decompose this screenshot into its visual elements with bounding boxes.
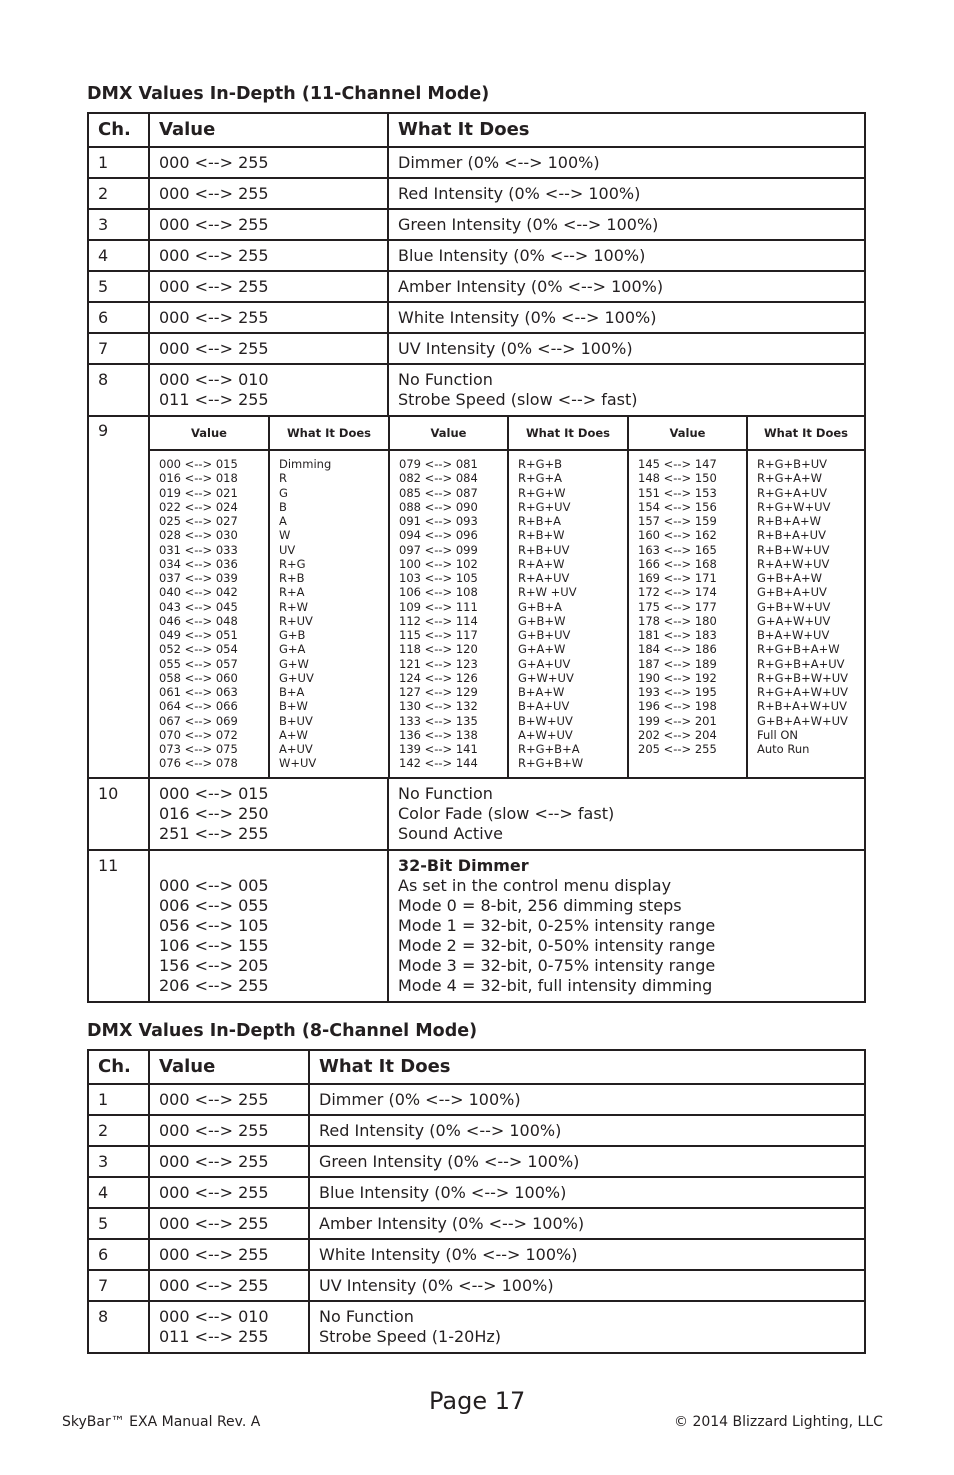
what-cell xyxy=(309,1239,865,1270)
ch-cell: 4 xyxy=(88,1177,149,1208)
subtable-column xyxy=(628,450,747,777)
ch9-subtable xyxy=(150,417,864,777)
text-line: 016 <--> 250 xyxy=(159,803,269,823)
value-cell xyxy=(149,1115,309,1146)
ch-cell: 8 xyxy=(88,1301,149,1353)
text-line: 145 <--> 147 xyxy=(638,457,717,471)
text-line: 019 <--> 021 xyxy=(159,485,238,500)
text-line: Green Intensity (0% <--> 100%) xyxy=(398,214,659,234)
table-row xyxy=(88,271,865,302)
value-cell xyxy=(149,1084,309,1115)
table-row xyxy=(88,302,865,333)
text-line: W+UV xyxy=(279,756,317,771)
header-value: Value xyxy=(149,113,388,147)
what-cell xyxy=(309,1208,865,1239)
text-line: 169 <--> 171 xyxy=(638,571,717,585)
ch-cell: 7 xyxy=(88,1270,149,1301)
text-line: 079 <--> 081 xyxy=(399,457,478,471)
text-line: A+W xyxy=(279,727,308,742)
table-row xyxy=(88,209,865,240)
value-cell xyxy=(149,778,388,850)
subtable-header: What It Does xyxy=(269,417,389,450)
text-line: 000 <--> 255 xyxy=(159,1244,269,1264)
text-line: B+W+UV xyxy=(518,713,573,728)
text-line: G+A+W xyxy=(518,642,566,657)
text-line: 148 <--> 150 xyxy=(638,471,717,486)
text-line: 000 <--> 255 xyxy=(159,307,269,327)
table-row xyxy=(88,178,865,209)
text-line: 118 <--> 120 xyxy=(399,642,478,657)
text-line: No Function xyxy=(398,370,493,389)
dmx-table-8ch xyxy=(87,1049,866,1354)
table-row xyxy=(88,1208,865,1239)
table-row-ch10 xyxy=(88,778,865,850)
text-line: B+W xyxy=(279,699,308,714)
text-line: Strobe Speed (slow <--> fast) xyxy=(398,390,638,409)
subtable-column xyxy=(747,450,864,777)
text-line: Sound Active xyxy=(398,823,503,843)
value-cell xyxy=(149,1270,309,1301)
text-line: 064 <--> 066 xyxy=(159,699,238,714)
text-line: 181 <--> 183 xyxy=(638,628,717,642)
what-title: 32-Bit Dimmer xyxy=(398,855,529,875)
ch-cell: 1 xyxy=(88,147,149,178)
value-cell xyxy=(149,271,388,302)
table-row-ch11 xyxy=(88,850,865,1002)
text-line: Blue Intensity (0% <--> 100%) xyxy=(398,245,646,265)
text-line: R+G+B+W xyxy=(518,756,584,771)
what-cell xyxy=(388,178,865,209)
text-line: R+A+W xyxy=(518,556,565,571)
text-line: G+B+A+UV xyxy=(757,585,827,600)
text-line: 139 <--> 141 xyxy=(399,742,478,756)
table-row xyxy=(88,1084,865,1115)
ch-cell: 5 xyxy=(88,1208,149,1239)
text-line: R+G+A+UV xyxy=(757,485,827,500)
text-line: 031 <--> 033 xyxy=(159,542,238,557)
what-lines xyxy=(398,876,864,996)
text-line: G+A xyxy=(279,642,306,657)
text-line: G+B+W xyxy=(518,613,566,628)
text-line: 121 <--> 123 xyxy=(399,656,478,671)
page-number: Page 17 xyxy=(429,1387,526,1415)
table-row xyxy=(88,1115,865,1146)
ch-cell: 4 xyxy=(88,240,149,271)
text-line: G+A+UV xyxy=(518,656,571,671)
text-line: 061 <--> 063 xyxy=(159,685,238,699)
text-line: Full ON xyxy=(757,727,798,742)
text-line: W xyxy=(279,528,291,543)
table-row xyxy=(88,364,865,416)
text-line: Dimmer (0% <--> 100%) xyxy=(398,152,600,172)
text-line: Blue Intensity (0% <--> 100%) xyxy=(319,1182,567,1202)
value-cell xyxy=(149,1239,309,1270)
text-line: 109 <--> 111 xyxy=(399,599,478,614)
what-cell xyxy=(388,302,865,333)
text-line: R+B+A+W+UV xyxy=(757,699,847,714)
text-line: 130 <--> 132 xyxy=(399,699,478,714)
text-line: R+B+W+UV xyxy=(757,542,830,557)
text-line: 172 <--> 174 xyxy=(638,585,717,600)
text-line: R+B+A+UV xyxy=(757,528,826,543)
dmx-table-11ch xyxy=(87,112,866,1003)
text-line: Dimmer (0% <--> 100%) xyxy=(319,1089,521,1109)
subtable-column xyxy=(269,450,389,777)
what-cell xyxy=(309,1115,865,1146)
value-cell xyxy=(149,302,388,333)
value-cell xyxy=(149,147,388,178)
what-cell xyxy=(388,778,865,850)
text-line: No Function xyxy=(319,1307,414,1326)
ch-cell: 1 xyxy=(88,1084,149,1115)
text-line: 088 <--> 090 xyxy=(399,499,478,514)
text-line: 000 <--> 255 xyxy=(159,1089,269,1109)
text-line: No Function xyxy=(398,783,493,803)
text-line: White Intensity (0% <--> 100%) xyxy=(319,1244,578,1264)
text-line: 091 <--> 093 xyxy=(399,514,478,528)
text-line: 196 <--> 198 xyxy=(638,699,717,714)
text-line: R+W xyxy=(279,599,308,614)
table1-title: DMX Values In-Depth (11-Channel Mode) xyxy=(87,84,490,104)
value-cell xyxy=(149,1208,309,1239)
text-line: 103 <--> 105 xyxy=(399,571,478,585)
table-row xyxy=(88,1301,865,1353)
text-line: R+G+B+A+UV xyxy=(757,656,845,671)
text-line: G+UV xyxy=(279,670,314,685)
subtable-column xyxy=(508,450,628,777)
text-line: Amber Intensity (0% <--> 100%) xyxy=(398,276,664,296)
text-line: B+A+UV xyxy=(518,699,570,714)
subtable-header: What It Does xyxy=(508,417,628,450)
what-cell xyxy=(388,147,865,178)
text-line: R+A+UV xyxy=(518,571,570,585)
text-line: 187 <--> 189 xyxy=(638,656,717,671)
text-line: 037 <--> 039 xyxy=(159,571,238,585)
text-line: 056 <--> 105 xyxy=(159,915,269,935)
text-line: R+G+W xyxy=(518,485,566,500)
text-line: 000 <--> 010 xyxy=(159,370,269,389)
what-cell xyxy=(388,850,865,1002)
text-line: R+G+W+UV xyxy=(757,499,831,514)
text-line: 115 <--> 117 xyxy=(399,628,478,642)
text-line: R+UV xyxy=(279,613,313,628)
text-line: 055 <--> 057 xyxy=(159,656,238,671)
text-line: G+B xyxy=(279,628,306,642)
text-line: 000 <--> 255 xyxy=(159,1120,269,1140)
text-line: R+G+A+W+UV xyxy=(757,685,848,699)
text-line: 006 <--> 055 xyxy=(159,895,269,915)
text-line: 067 <--> 069 xyxy=(159,713,238,728)
subtable-header: Value xyxy=(150,417,269,450)
text-line: 205 <--> 255 xyxy=(638,742,717,756)
text-line: R+W +UV xyxy=(518,585,577,600)
text-line: G+B+A+W xyxy=(757,571,822,585)
text-line: Strobe Speed (1-20Hz) xyxy=(319,1327,501,1346)
text-line: G+B+W+UV xyxy=(757,599,831,614)
text-line: Mode 1 = 32-bit, 0-25% intensity range xyxy=(398,915,716,935)
text-line: 028 <--> 030 xyxy=(159,528,238,543)
text-line: 100 <--> 102 xyxy=(399,556,478,571)
text-line: 058 <--> 060 xyxy=(159,670,238,685)
text-line: 000 <--> 255 xyxy=(159,1151,269,1171)
text-line: R+G+B+A xyxy=(518,742,580,756)
text-line: Red Intensity (0% <--> 100%) xyxy=(319,1120,562,1140)
text-line: 106 <--> 155 xyxy=(159,935,269,955)
ch-cell: 7 xyxy=(88,333,149,364)
text-line: 251 <--> 255 xyxy=(159,823,269,843)
text-line xyxy=(159,856,387,876)
text-line: Mode 4 = 32-bit, full intensity dimming xyxy=(398,975,713,995)
ch-cell: 11 xyxy=(88,850,149,1002)
text-line: 070 <--> 072 xyxy=(159,727,238,742)
text-line: UV Intensity (0% <--> 100%) xyxy=(398,338,633,358)
value-cell xyxy=(149,178,388,209)
value-cell xyxy=(149,333,388,364)
footer-manual-title: SkyBar™ EXA Manual Rev. A xyxy=(62,1414,261,1430)
table-row xyxy=(88,1270,865,1301)
subtable-header: What It Does xyxy=(747,417,864,450)
text-line: UV xyxy=(279,542,296,557)
text-line: 085 <--> 087 xyxy=(399,485,478,500)
text-line: 157 <--> 159 xyxy=(638,514,717,528)
what-cell xyxy=(388,271,865,302)
text-line: 199 <--> 201 xyxy=(638,713,717,728)
text-line: 011 <--> 255 xyxy=(159,390,269,409)
text-line: A+UV xyxy=(279,742,313,756)
text-line: Dimming xyxy=(279,457,332,471)
text-line: 112 <--> 114 xyxy=(399,613,478,628)
text-line: As set in the control menu display xyxy=(398,875,672,895)
text-line: 206 <--> 255 xyxy=(159,975,269,995)
ch-cell: 2 xyxy=(88,178,149,209)
text-line: 000 <--> 255 xyxy=(159,214,269,234)
text-line: 156 <--> 205 xyxy=(159,955,269,975)
table-row xyxy=(88,333,865,364)
header-ch: Ch. xyxy=(88,1050,149,1084)
what-cell xyxy=(309,1301,865,1353)
text-line: 000 <--> 255 xyxy=(159,1275,269,1295)
text-line: R+B+W xyxy=(518,528,565,543)
text-line: 163 <--> 165 xyxy=(638,542,717,557)
table-row-ch9 xyxy=(88,416,865,778)
text-line: 136 <--> 138 xyxy=(399,727,478,742)
text-line: 049 <--> 051 xyxy=(159,628,238,642)
table-row xyxy=(88,240,865,271)
text-line: G+W+UV xyxy=(518,670,574,685)
text-line: Auto Run xyxy=(757,742,810,756)
ch-cell: 8 xyxy=(88,364,149,416)
text-line: B xyxy=(279,499,287,514)
what-cell xyxy=(309,1177,865,1208)
text-line: G+B+A xyxy=(518,599,562,614)
text-line: 022 <--> 024 xyxy=(159,499,238,514)
text-line: UV Intensity (0% <--> 100%) xyxy=(319,1275,554,1295)
text-line: 011 <--> 255 xyxy=(159,1327,269,1346)
text-line: R+G xyxy=(279,556,306,571)
value-cell xyxy=(149,209,388,240)
text-line: 124 <--> 126 xyxy=(399,670,478,685)
subtable-header: Value xyxy=(628,417,747,450)
header-what: What It Does xyxy=(309,1050,865,1084)
value-cell xyxy=(149,1301,309,1353)
text-line: 000 <--> 255 xyxy=(159,183,269,203)
text-line: 184 <--> 186 xyxy=(638,642,717,657)
text-line: Green Intensity (0% <--> 100%) xyxy=(319,1151,580,1171)
header-ch: Ch. xyxy=(88,113,149,147)
value-cell xyxy=(149,1177,309,1208)
text-line: R+G+A xyxy=(518,471,563,486)
text-line: G+B+A+W+UV xyxy=(757,713,848,728)
text-line: A xyxy=(279,514,287,528)
header-what: What It Does xyxy=(388,113,865,147)
text-line: R+G+UV xyxy=(518,499,571,514)
text-line: 151 <--> 153 xyxy=(638,485,717,500)
text-line: 073 <--> 075 xyxy=(159,742,238,756)
text-line: 025 <--> 027 xyxy=(159,514,238,528)
text-line: R+G+B+W+UV xyxy=(757,670,848,685)
text-line: R+G+B+UV xyxy=(757,457,827,471)
subtable-column xyxy=(150,450,269,777)
text-line: 166 <--> 168 xyxy=(638,556,717,571)
header-value: Value xyxy=(149,1050,309,1084)
text-line: 000 <--> 255 xyxy=(159,1213,269,1233)
text-line: 000 <--> 255 xyxy=(159,152,269,172)
text-line: R+A xyxy=(279,585,305,600)
text-line: R+B+UV xyxy=(518,542,570,557)
text-line: 000 <--> 255 xyxy=(159,276,269,296)
footer-copyright: © 2014 Blizzard Lighting, LLC xyxy=(674,1414,883,1430)
text-line: 000 <--> 255 xyxy=(159,338,269,358)
table-header-row xyxy=(88,1050,865,1084)
ch-cell: 9 xyxy=(88,416,149,778)
text-line: 000 <--> 255 xyxy=(159,245,269,265)
text-line: 000 <--> 005 xyxy=(159,875,269,895)
text-line: 082 <--> 084 xyxy=(399,471,478,486)
text-line: G+W xyxy=(279,656,309,671)
table-row xyxy=(88,147,865,178)
text-line: 142 <--> 144 xyxy=(399,756,478,771)
text-line: G+B+UV xyxy=(518,628,571,642)
what-cell xyxy=(388,209,865,240)
text-line: B+A+W+UV xyxy=(757,628,830,642)
text-line: 000 <--> 010 xyxy=(159,1307,269,1326)
ch-cell: 10 xyxy=(88,778,149,850)
text-line: Mode 3 = 32-bit, 0-75% intensity range xyxy=(398,955,716,975)
text-line: R+A+W+UV xyxy=(757,556,830,571)
text-line: Color Fade (slow <--> fast) xyxy=(398,803,615,823)
text-line: G xyxy=(279,485,288,500)
text-line: 094 <--> 096 xyxy=(399,528,478,543)
text-line: G+A+W+UV xyxy=(757,613,831,628)
table-row xyxy=(88,1177,865,1208)
text-line: 190 <--> 192 xyxy=(638,670,717,685)
text-line: Amber Intensity (0% <--> 100%) xyxy=(319,1213,585,1233)
table-row xyxy=(88,1239,865,1270)
table2-title: DMX Values In-Depth (8-Channel Mode) xyxy=(87,1021,478,1041)
text-line: 175 <--> 177 xyxy=(638,599,717,614)
ch-cell: 3 xyxy=(88,1146,149,1177)
text-line: 097 <--> 099 xyxy=(399,542,478,557)
text-line: 106 <--> 108 xyxy=(399,585,478,600)
text-line: 000 <--> 015 xyxy=(159,783,269,803)
what-cell xyxy=(309,1084,865,1115)
text-line: R+G+B+A+W xyxy=(757,642,840,657)
ch-cell: 6 xyxy=(88,1239,149,1270)
value-cell xyxy=(149,1146,309,1177)
text-line: 154 <--> 156 xyxy=(638,499,717,514)
what-cell xyxy=(309,1146,865,1177)
text-line: B+UV xyxy=(279,713,313,728)
text-line: R+B+A xyxy=(518,514,562,528)
text-line: 193 <--> 195 xyxy=(638,685,717,699)
text-line: B+A+W xyxy=(518,685,565,699)
text-line: 000 <--> 015 xyxy=(159,457,238,471)
what-cell xyxy=(388,333,865,364)
text-line: B+A xyxy=(279,685,305,699)
text-line: 046 <--> 048 xyxy=(159,613,238,628)
text-line: 178 <--> 180 xyxy=(638,613,717,628)
text-line: R+G+A+W xyxy=(757,471,823,486)
what-cell xyxy=(388,240,865,271)
text-line: R xyxy=(279,471,287,486)
text-line: R+G+B xyxy=(518,457,563,471)
text-line: 076 <--> 078 xyxy=(159,756,238,771)
text-line: 052 <--> 054 xyxy=(159,642,238,657)
what-cell xyxy=(388,364,865,416)
text-line: 040 <--> 042 xyxy=(159,585,238,600)
ch-cell: 6 xyxy=(88,302,149,333)
text-line: 043 <--> 045 xyxy=(159,599,238,614)
table-header-row xyxy=(88,113,865,147)
table-row xyxy=(88,1146,865,1177)
text-line: Red Intensity (0% <--> 100%) xyxy=(398,183,641,203)
text-line: 000 <--> 255 xyxy=(159,1182,269,1202)
subtable-header: Value xyxy=(389,417,508,450)
value-cell xyxy=(149,850,388,1002)
text-line: 127 <--> 129 xyxy=(399,685,478,699)
text-line: 016 <--> 018 xyxy=(159,471,238,486)
what-cell xyxy=(309,1270,865,1301)
ch-cell: 2 xyxy=(88,1115,149,1146)
text-line: 202 <--> 204 xyxy=(638,727,717,742)
text-line: Mode 2 = 32-bit, 0-50% intensity range xyxy=(398,935,716,955)
ch-cell: 3 xyxy=(88,209,149,240)
subtable-column xyxy=(389,450,508,777)
text-line: R+B+A+W xyxy=(757,514,822,528)
text-line: White Intensity (0% <--> 100%) xyxy=(398,307,657,327)
text-line: 160 <--> 162 xyxy=(638,528,717,543)
value-cell xyxy=(149,240,388,271)
ch9-subtable-cell xyxy=(149,416,865,778)
text-line: A+W+UV xyxy=(518,727,573,742)
text-line: Mode 0 = 8-bit, 256 dimming steps xyxy=(398,895,682,915)
text-line: 034 <--> 036 xyxy=(159,556,238,571)
text-line: 133 <--> 135 xyxy=(399,713,478,728)
ch-cell: 5 xyxy=(88,271,149,302)
text-line: R+B xyxy=(279,571,305,585)
value-cell xyxy=(149,364,388,416)
